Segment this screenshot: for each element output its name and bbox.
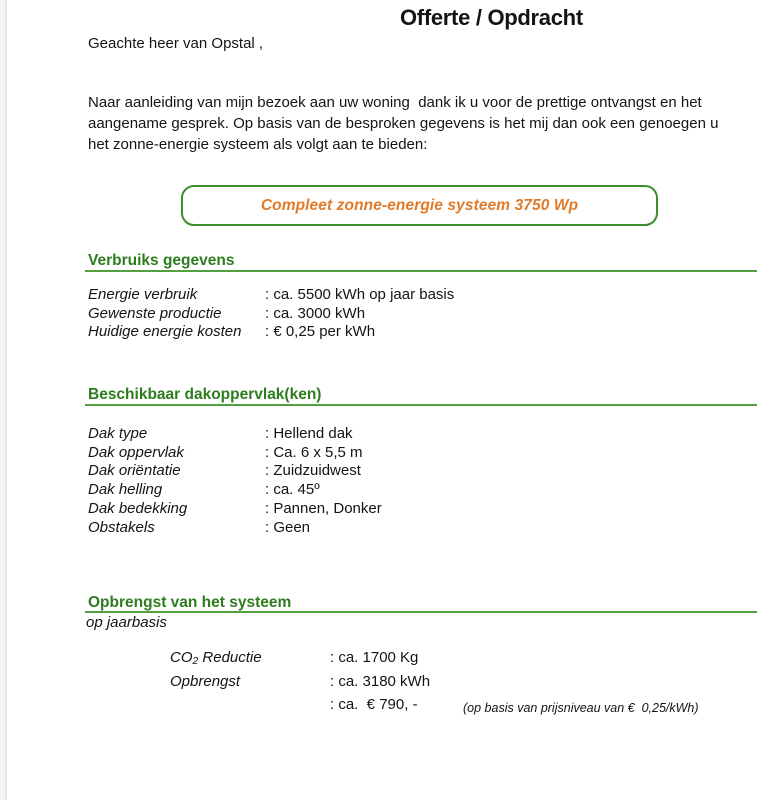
row-value: : ca. 1700 Kg bbox=[330, 649, 419, 666]
data-row bbox=[88, 286, 454, 305]
row-value: : ca. € 790, - bbox=[330, 696, 418, 713]
row-value: : Hellend dak bbox=[265, 425, 353, 442]
section-rule bbox=[85, 611, 757, 613]
data-row bbox=[88, 462, 382, 481]
row-label: Dak oppervlak bbox=[88, 443, 184, 461]
row-value: : ca. 45º bbox=[265, 481, 320, 499]
row-value: : Zuidzuidwest bbox=[265, 462, 361, 480]
row-label: Opbrengst bbox=[170, 672, 241, 690]
row-label: Gewenste productie bbox=[88, 304, 222, 322]
verbruik-rows bbox=[88, 286, 454, 342]
subheading-op-jaarbasis: op jaarbasis bbox=[86, 614, 167, 631]
data-row bbox=[88, 444, 382, 463]
data-row bbox=[170, 693, 699, 721]
row-label: Dak bedekking bbox=[88, 499, 188, 517]
row-value: : Pannen, Donker bbox=[265, 499, 382, 517]
data-row bbox=[88, 425, 382, 444]
row-value: : € 0,25 per kWh bbox=[265, 323, 376, 341]
row-value: : Geen bbox=[265, 518, 311, 536]
document-title: Offerte / Opdracht bbox=[400, 5, 583, 30]
section-rule bbox=[85, 404, 757, 406]
row-label: CO₂ Reductie bbox=[170, 649, 262, 666]
row-label: Dak type bbox=[88, 425, 148, 442]
section-heading-opbrengst: Opbrengst van het systeem bbox=[88, 594, 292, 611]
row-label: Huidige energie kosten bbox=[88, 323, 242, 341]
row-value: : Ca. 6 x 5,5 m bbox=[265, 443, 363, 461]
row-label: Dak helling bbox=[88, 481, 163, 499]
data-row bbox=[88, 481, 382, 500]
row-label: Obstakels bbox=[88, 518, 155, 536]
salutation-line: Geachte heer van Opstal , bbox=[88, 35, 264, 52]
section-heading-dakoppervlak: Beschikbaar dakoppervlak(ken) bbox=[88, 386, 322, 403]
section-heading-verbruiks-gegevens: Verbruiks gegevens bbox=[88, 252, 235, 269]
section-rule bbox=[85, 270, 757, 272]
row-value: : ca. 3000 kWh bbox=[265, 304, 366, 322]
opbrengst-rows bbox=[170, 646, 699, 721]
price-basis-note: (op basis van prijsniveau van € 0,25/kWh) bbox=[463, 701, 699, 715]
data-row bbox=[170, 670, 699, 694]
dak-rows bbox=[88, 425, 382, 537]
data-row bbox=[170, 646, 699, 670]
data-row bbox=[88, 323, 454, 342]
row-label bbox=[170, 693, 330, 721]
row-value: : ca. 5500 kWh op jaar basis bbox=[265, 286, 455, 303]
data-row bbox=[88, 500, 382, 519]
system-banner-label: Compleet zonne-energie systeem 3750 Wp bbox=[260, 196, 579, 214]
row-label: Energie verbruik bbox=[88, 286, 198, 303]
system-banner bbox=[181, 185, 658, 226]
data-row bbox=[88, 305, 454, 324]
row-label: Dak oriëntatie bbox=[88, 462, 181, 480]
data-row bbox=[88, 519, 382, 538]
page-left-edge bbox=[0, 0, 7, 800]
row-value: : ca. 3180 kWh bbox=[330, 672, 431, 690]
intro-paragraph: Naar aanleiding van mijn bezoek aan uw woning dank ik u voor de prettige ontvangst en het aangename gesprek. Op basis van de besproken gegevens is het mij dan ook een genoegen u het zonne-energie systeem als volgt aan te bieden: bbox=[88, 94, 723, 153]
